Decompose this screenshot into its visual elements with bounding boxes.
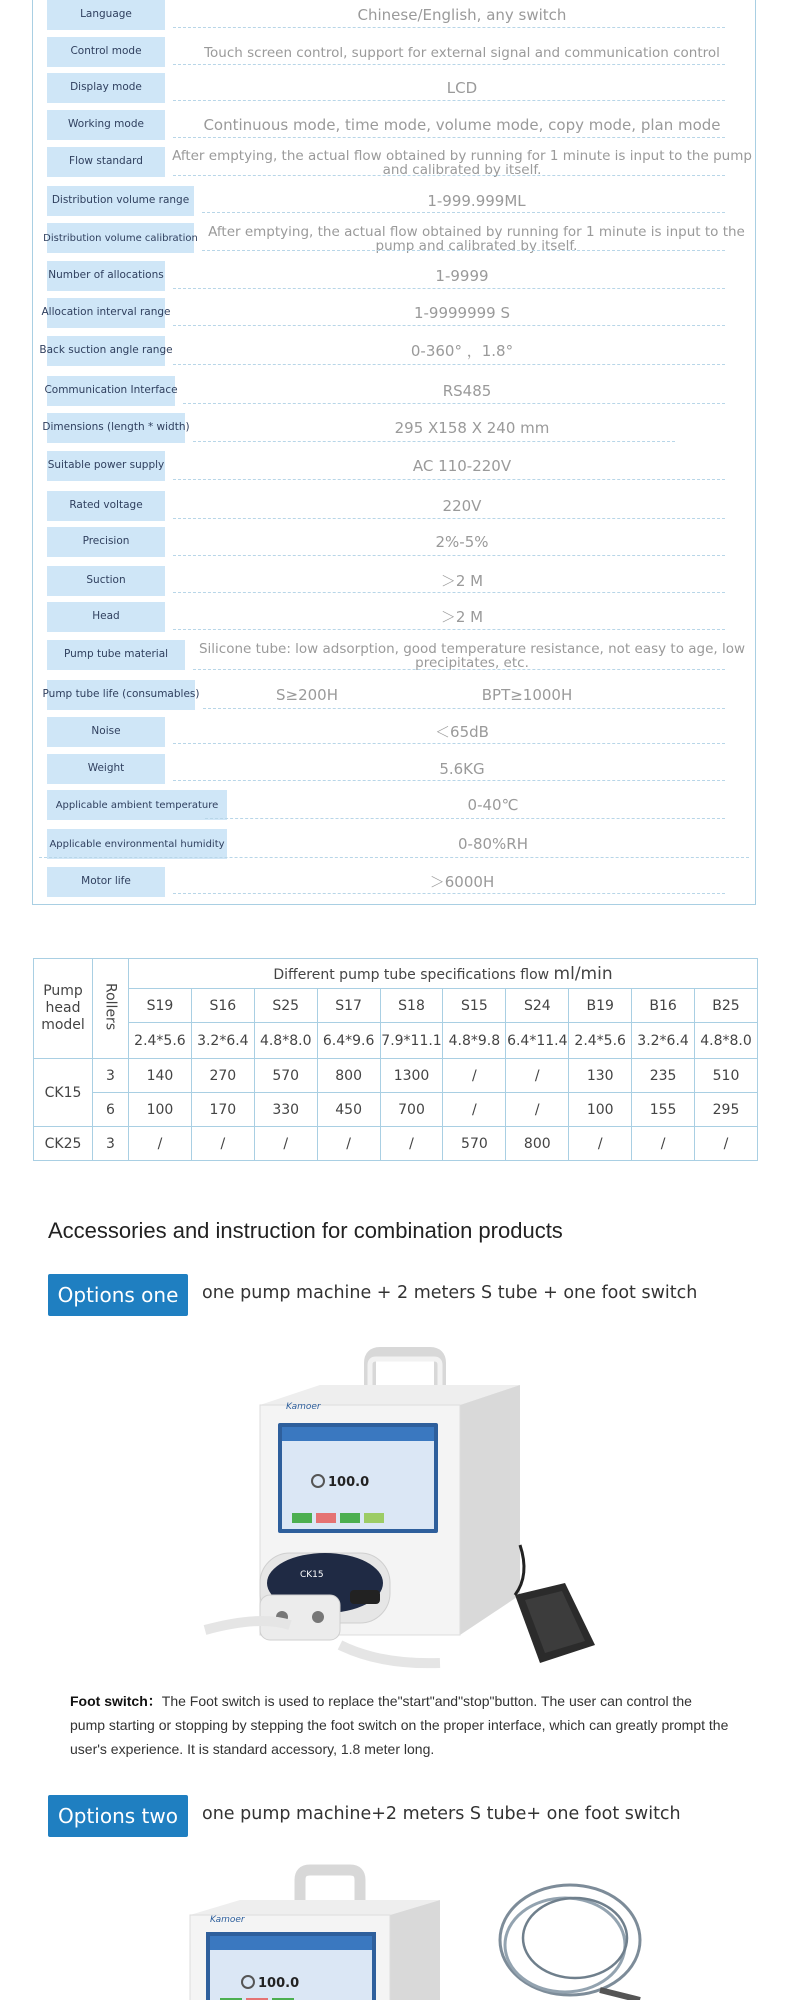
spec-label: Dimensions (length * width) xyxy=(47,413,185,443)
pump-with-cable-image xyxy=(180,1860,680,2000)
rollers-header: Rollers xyxy=(93,959,129,1059)
tube-header: B19 xyxy=(569,989,632,1023)
spec-divider xyxy=(173,743,725,744)
spec-label: Suitable power supply xyxy=(47,451,165,481)
spec-value: 220V xyxy=(442,497,482,516)
spec-divider xyxy=(39,857,749,858)
spec-row-motor-life xyxy=(47,867,755,899)
flow-value: 100 xyxy=(129,1093,192,1127)
spec-label: Head xyxy=(47,602,165,632)
screen-value-2: 100.0 xyxy=(258,1976,300,1991)
spec-label: Display mode xyxy=(47,73,165,103)
accessories-title: Accessories and instruction for combination products xyxy=(48,1218,563,1243)
flow-value: 155 xyxy=(632,1093,695,1127)
flow-value: / xyxy=(443,1059,506,1093)
tube-size: 4.8*8.0 xyxy=(254,1023,317,1059)
screen-value: 100.0 xyxy=(328,1475,370,1490)
spec-label: Applicable ambient temperature xyxy=(47,790,227,820)
spec-value: RS485 xyxy=(442,382,492,401)
spec-divider xyxy=(173,175,725,176)
brand-logo: Kamoer xyxy=(286,1402,321,1412)
tube-header: S25 xyxy=(254,989,317,1023)
tube-header: S17 xyxy=(317,989,380,1023)
spec-divider xyxy=(193,441,675,442)
flow-value: 510 xyxy=(695,1059,758,1093)
flow-value: 235 xyxy=(632,1059,695,1093)
flow-value: 330 xyxy=(254,1093,317,1127)
options-two-desc: one pump machine+2 meters S tube+ one foot switch xyxy=(202,1804,681,1824)
tube-size: 3.2*6.4 xyxy=(632,1023,695,1059)
foot-switch-note xyxy=(70,1689,730,1761)
spec-label: Allocation interval range xyxy=(47,298,165,328)
spec-value: 1-999.999ML xyxy=(427,192,526,211)
flow-value: 450 xyxy=(317,1093,380,1127)
tube-size: 4.8*9.8 xyxy=(443,1023,506,1059)
flow-value: / xyxy=(506,1093,569,1127)
spec-value: 0-360° ，1.8° xyxy=(410,342,514,361)
tube-header: B25 xyxy=(695,989,758,1023)
spec-divider xyxy=(183,403,725,404)
spec-value: ＞2 M xyxy=(440,572,484,591)
spec-row-pump-tube-material xyxy=(47,640,755,672)
spec-label: Flow standard xyxy=(47,147,165,177)
rollers-cell: 6 xyxy=(93,1093,129,1127)
spec-value: LCD xyxy=(446,79,478,98)
tube-header: B16 xyxy=(632,989,695,1023)
spec-value: Touch screen control, support for external signal and communication control xyxy=(204,44,720,61)
spec-label: Rated voltage xyxy=(47,491,165,521)
spec-value: ＞6000H xyxy=(429,873,495,892)
spec-divider xyxy=(173,27,725,28)
flow-value: / xyxy=(317,1127,380,1161)
spec-divider xyxy=(173,592,725,593)
spec-divider xyxy=(173,364,725,365)
spec-value: 5.6KG xyxy=(439,760,485,779)
tube-size: 2.4*5.6 xyxy=(569,1023,632,1059)
spec-label: Pump tube material xyxy=(47,640,185,670)
model-cell: CK15 xyxy=(34,1059,93,1127)
rollers-cell: 3 xyxy=(93,1127,129,1161)
spec-label: Motor life xyxy=(47,867,165,897)
flow-unit: ml/min xyxy=(553,963,613,984)
tube-size: 6.4*11.4 xyxy=(506,1023,569,1059)
flow-value: / xyxy=(191,1127,254,1161)
flow-table xyxy=(33,958,758,1161)
head-model-label: CK15 xyxy=(300,1570,324,1580)
flow-value: 570 xyxy=(254,1059,317,1093)
spec-value: After emptying, the actual flow obtained by running for 1 minute is input to the pump and calibrated by itself. xyxy=(208,223,745,254)
spec-row-noise xyxy=(47,717,755,749)
flow-value: 295 xyxy=(695,1093,758,1127)
tube-size: 7.9*11.1 xyxy=(380,1023,443,1059)
spec-value: ＜65dB xyxy=(435,723,489,742)
spec-divider xyxy=(173,518,725,519)
spec-label: Language xyxy=(47,0,165,30)
flow-value: 100 xyxy=(569,1093,632,1127)
flow-value: 130 xyxy=(569,1059,632,1093)
pump-with-foot-switch-image xyxy=(200,1345,620,1675)
tube-header: S18 xyxy=(380,989,443,1023)
spec-label: Distribution volume calibration xyxy=(47,223,194,253)
flow-value: 800 xyxy=(317,1059,380,1093)
spec-label: Weight xyxy=(47,754,165,784)
spec-row-weight xyxy=(47,754,755,786)
tube-size: 3.2*6.4 xyxy=(191,1023,254,1059)
spec-value: 2%-5% xyxy=(435,533,489,552)
spec-value: S≥200H xyxy=(276,686,338,705)
spec-divider xyxy=(202,250,725,251)
model-cell: CK25 xyxy=(34,1127,93,1161)
spec-value: ＞2 M xyxy=(440,608,484,627)
spec-value: Chinese/English, any switch xyxy=(357,6,567,25)
flow-value: 800 xyxy=(506,1127,569,1161)
model-header: Pump head model xyxy=(34,959,93,1059)
flow-value: 570 xyxy=(443,1127,506,1161)
spec-label: Distribution volume range xyxy=(47,186,194,216)
spec-divider xyxy=(205,818,725,819)
spec-divider xyxy=(193,669,725,670)
flow-value: 700 xyxy=(380,1093,443,1127)
spec-label: Number of allocations xyxy=(47,261,165,291)
spec-list xyxy=(32,0,756,905)
spec-label: Working mode xyxy=(47,110,165,140)
flow-caption: Different pump tube specifications flow ml/min xyxy=(129,959,758,989)
flow-value: 140 xyxy=(129,1059,192,1093)
flow-value: / xyxy=(443,1093,506,1127)
spec-divider xyxy=(173,288,725,289)
spec-label: Back suction angle range xyxy=(47,336,165,366)
note-text: The Foot switch is used to replace the"start"and"stop"button. The user can control the pump starting or stopping by stepping the foot switch on the proper interface, which can greatly prompt the user's experience. It is standard accessory, 1.8 meter long. xyxy=(70,1693,729,1757)
spec-value-secondary: BPT≥1000H xyxy=(481,686,573,705)
note-title: Foot switch： xyxy=(70,1693,162,1709)
spec-divider xyxy=(173,325,725,326)
tube-header: S15 xyxy=(443,989,506,1023)
tube-header: S16 xyxy=(191,989,254,1023)
flow-value: / xyxy=(129,1127,192,1161)
spec-divider xyxy=(173,64,725,65)
tube-size: 6.4*9.6 xyxy=(317,1023,380,1059)
spec-value: AC 110-220V xyxy=(412,457,512,476)
tube-size: 2.4*5.6 xyxy=(129,1023,192,1059)
flow-value: / xyxy=(380,1127,443,1161)
flow-value: 270 xyxy=(191,1059,254,1093)
spec-label: Precision xyxy=(47,527,165,557)
spec-value: 0-80%RH xyxy=(458,835,528,854)
spec-divider xyxy=(173,555,725,556)
rollers-cell: 3 xyxy=(93,1059,129,1093)
flow-value: / xyxy=(569,1127,632,1161)
spec-label: Pump tube life (consumables) xyxy=(47,680,195,710)
flow-value: 170 xyxy=(191,1093,254,1127)
options-one-button[interactable]: Options one xyxy=(48,1274,188,1316)
options-two-button[interactable]: Options two xyxy=(48,1795,188,1837)
spec-label: Noise xyxy=(47,717,165,747)
spec-divider xyxy=(203,708,725,709)
spec-divider xyxy=(202,212,725,213)
flow-value: / xyxy=(254,1127,317,1161)
flow-value: / xyxy=(632,1127,695,1161)
spec-divider xyxy=(173,100,725,101)
options-one-desc: one pump machine + 2 meters S tube + one foot switch xyxy=(202,1283,698,1303)
spec-value: After emptying, the actual flow obtained by running for 1 minute is input to the pump and calibrated by itself. xyxy=(172,147,752,178)
spec-value: 1-9999 xyxy=(435,267,489,286)
tube-header: S19 xyxy=(129,989,192,1023)
spec-label: Applicable environmental humidity xyxy=(47,829,227,859)
spec-row-suction xyxy=(47,566,755,598)
spec-divider xyxy=(173,137,725,138)
flow-value: 1300 xyxy=(380,1059,443,1093)
spec-label: Suction xyxy=(47,566,165,596)
spec-value: 295 X158 X 240 mm xyxy=(394,419,550,438)
spec-divider xyxy=(173,479,725,480)
flow-value: / xyxy=(695,1127,758,1161)
spec-value: Continuous mode, time mode, volume mode, copy mode, plan mode xyxy=(203,116,721,135)
flow-value: / xyxy=(506,1059,569,1093)
spec-divider xyxy=(173,780,725,781)
spec-value: 0-40℃ xyxy=(467,796,519,815)
spec-value: Silicone tube: low adsorption, good temperature resistance, not easy to age, low precipitates, etc. xyxy=(198,640,746,671)
spec-label: Control mode xyxy=(47,37,165,67)
spec-divider xyxy=(173,629,725,630)
spec-value: 1-9999999 S xyxy=(413,304,511,323)
spec-row-distribution-volume-range xyxy=(47,186,755,218)
spec-label: Communication Interface xyxy=(47,376,175,406)
spec-divider xyxy=(173,893,725,894)
tube-size: 4.8*8.0 xyxy=(695,1023,758,1059)
brand-logo-2: Kamoer xyxy=(210,1915,245,1925)
tube-header: S24 xyxy=(506,989,569,1023)
